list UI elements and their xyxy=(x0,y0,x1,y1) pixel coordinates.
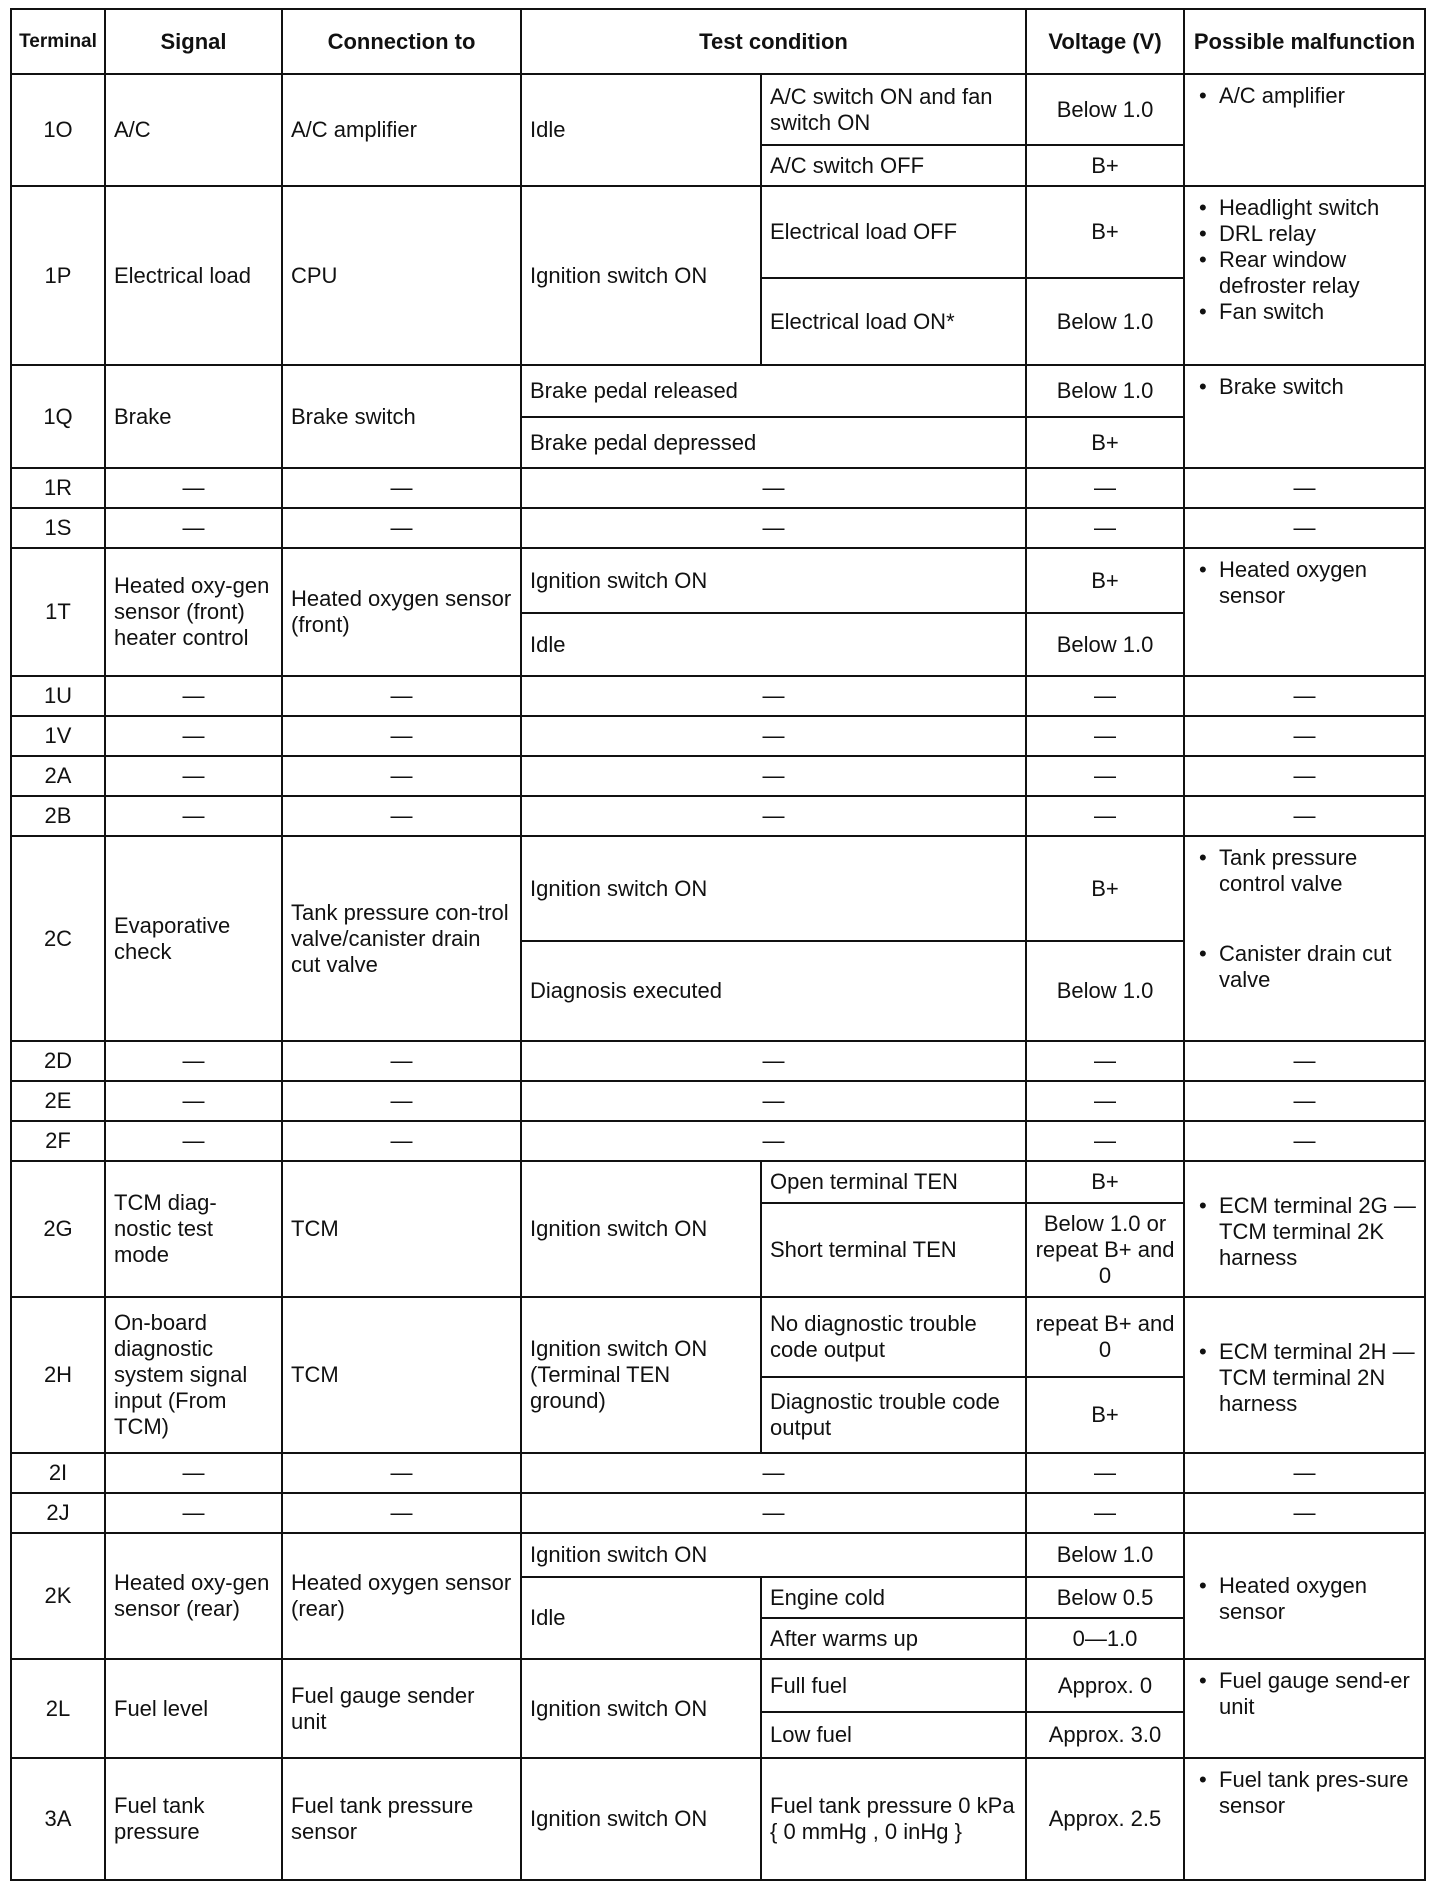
signal-cell: — xyxy=(105,1121,282,1161)
signal-cell: Heated oxy-gen sensor (rear) xyxy=(105,1533,282,1659)
table-row xyxy=(11,1493,1425,1533)
malfunction-cell: — xyxy=(1184,756,1425,796)
malfunction-item: • ECM terminal 2H — TCM terminal 2N harness xyxy=(1219,1339,1416,1417)
connection-cell: — xyxy=(282,796,521,836)
test-condition-cell: — xyxy=(521,1081,1026,1121)
terminal-cell: 1U xyxy=(11,676,105,716)
voltage-cell: B+ xyxy=(1026,1377,1184,1453)
table-row xyxy=(11,1758,1425,1880)
connection-cell: — xyxy=(282,1453,521,1493)
malfunction-list xyxy=(1193,1767,1416,1819)
connection-cell: — xyxy=(282,468,521,508)
table-row xyxy=(11,1659,1425,1712)
malfunction-cell xyxy=(1184,365,1425,468)
signal-cell: — xyxy=(105,468,282,508)
table-row xyxy=(11,468,1425,508)
malfunction-item: • Fan switch xyxy=(1219,299,1416,325)
test-condition-cell: — xyxy=(521,756,1026,796)
malfunction-cell xyxy=(1184,1758,1425,1880)
signal-cell: Electrical load xyxy=(105,186,282,365)
malfunction-item: • ECM terminal 2G — TCM terminal 2K harness xyxy=(1219,1193,1416,1271)
test-condition-detail-cell: Diagnostic trouble code output xyxy=(761,1377,1026,1453)
terminal-cell: 2H xyxy=(11,1297,105,1453)
test-condition-cell: Ignition switch ON xyxy=(521,836,1026,941)
connection-cell: TCM xyxy=(282,1161,521,1297)
header-signal: Signal xyxy=(105,9,282,74)
malfunction-item: • DRL relay xyxy=(1219,221,1416,247)
table-row xyxy=(11,74,1425,145)
connection-cell: Fuel gauge sender unit xyxy=(282,1659,521,1758)
connection-cell: — xyxy=(282,1493,521,1533)
voltage-cell: Approx. 2.5 xyxy=(1026,1758,1184,1880)
header-test-condition: Test condition xyxy=(521,9,1026,74)
test-condition-cell: Ignition switch ON xyxy=(521,1533,1026,1577)
table-row xyxy=(11,1453,1425,1493)
signal-cell: A/C xyxy=(105,74,282,186)
test-condition-cell: — xyxy=(521,1041,1026,1081)
terminal-cell: 1O xyxy=(11,74,105,186)
voltage-cell: repeat B+ and 0 xyxy=(1026,1297,1184,1377)
signal-cell: Evaporative check xyxy=(105,836,282,1041)
test-condition-cell: Ignition switch ON xyxy=(521,1161,761,1297)
malfunction-item: • Fuel gauge send-er unit xyxy=(1219,1668,1416,1720)
terminal-cell: 2K xyxy=(11,1533,105,1659)
malfunction-item: • A/C amplifier xyxy=(1219,83,1416,109)
terminal-voltage-table xyxy=(10,8,1426,1881)
test-condition-cell: Diagnosis executed xyxy=(521,941,1026,1041)
voltage-cell: Below 1.0 xyxy=(1026,941,1184,1041)
table-row xyxy=(11,756,1425,796)
malfunction-cell xyxy=(1184,1533,1425,1659)
terminal-cell: 2C xyxy=(11,836,105,1041)
malfunction-cell: — xyxy=(1184,676,1425,716)
connection-cell: TCM xyxy=(282,1297,521,1453)
test-condition-cell: Idle xyxy=(521,613,1026,676)
signal-cell: — xyxy=(105,1453,282,1493)
malfunction-item: • Canister drain cut valve xyxy=(1219,941,1416,993)
voltage-cell: B+ xyxy=(1026,1161,1184,1203)
connection-cell: Heated oxygen sensor (front) xyxy=(282,548,521,676)
voltage-cell: Below 1.0 xyxy=(1026,74,1184,145)
voltage-cell: Below 1.0 xyxy=(1026,278,1184,365)
malfunction-list xyxy=(1193,1193,1416,1271)
test-condition-cell: — xyxy=(521,1493,1026,1533)
malfunction-item: • Tank pressure control valve xyxy=(1219,845,1416,897)
terminal-cell: 2I xyxy=(11,1453,105,1493)
test-condition-cell: — xyxy=(521,676,1026,716)
signal-cell: On-board diagnostic system signal input (From TCM) xyxy=(105,1297,282,1453)
connection-cell: — xyxy=(282,756,521,796)
malfunction-item: • Rear window defroster relay xyxy=(1219,247,1416,299)
terminal-cell: 1Q xyxy=(11,365,105,468)
voltage-cell: Below 1.0 xyxy=(1026,365,1184,417)
malfunction-cell xyxy=(1184,836,1425,1041)
header-malfunction: Possible malfunction xyxy=(1184,9,1425,74)
malfunction-cell: — xyxy=(1184,1121,1425,1161)
malfunction-cell: — xyxy=(1184,1041,1425,1081)
test-condition-detail-cell: Fuel tank pressure 0 kPa { 0 mmHg , 0 inHg } xyxy=(761,1758,1026,1880)
test-condition-detail-cell: Electrical load ON* xyxy=(761,278,1026,365)
malfunction-item: • Heated oxygen sensor xyxy=(1219,1573,1416,1625)
test-condition-cell: — xyxy=(521,468,1026,508)
table-row xyxy=(11,365,1425,417)
table-row xyxy=(11,716,1425,756)
terminal-cell: 2J xyxy=(11,1493,105,1533)
test-condition-detail-cell: After warms up xyxy=(761,1618,1026,1659)
terminal-cell: 2E xyxy=(11,1081,105,1121)
signal-cell: — xyxy=(105,716,282,756)
voltage-cell: Below 1.0 xyxy=(1026,1533,1184,1577)
malfunction-list xyxy=(1193,195,1416,325)
test-condition-detail-cell: No diagnostic trouble code output xyxy=(761,1297,1026,1377)
table-row xyxy=(11,1161,1425,1203)
test-condition-cell: Brake pedal depressed xyxy=(521,417,1026,468)
connection-cell: — xyxy=(282,1081,521,1121)
voltage-cell: 0—1.0 xyxy=(1026,1618,1184,1659)
connection-cell: CPU xyxy=(282,186,521,365)
malfunction-item: • Brake switch xyxy=(1219,374,1416,400)
table-row xyxy=(11,796,1425,836)
malfunction-cell xyxy=(1184,186,1425,365)
test-condition-cell: — xyxy=(521,1453,1026,1493)
malfunction-list xyxy=(1193,83,1416,109)
test-condition-detail-cell: Open terminal TEN xyxy=(761,1161,1026,1203)
table-row xyxy=(11,1121,1425,1161)
signal-cell: — xyxy=(105,676,282,716)
connection-cell: Brake switch xyxy=(282,365,521,468)
malfunction-cell: — xyxy=(1184,1493,1425,1533)
test-condition-cell: Ignition switch ON xyxy=(521,1659,761,1758)
header-voltage: Voltage (V) xyxy=(1026,9,1184,74)
voltage-cell: Below 0.5 xyxy=(1026,1577,1184,1618)
test-condition-cell: — xyxy=(521,716,1026,756)
header-terminal: Terminal xyxy=(11,9,105,74)
malfunction-item: • Headlight switch xyxy=(1219,195,1416,221)
malfunction-cell: — xyxy=(1184,468,1425,508)
test-condition-cell: Ignition switch ON xyxy=(521,186,761,365)
table-row xyxy=(11,1297,1425,1377)
table-row xyxy=(11,508,1425,548)
connection-cell: A/C amplifier xyxy=(282,74,521,186)
signal-cell: TCM diag-nostic test mode xyxy=(105,1161,282,1297)
test-condition-cell: — xyxy=(521,508,1026,548)
test-condition-cell: Ignition switch ON xyxy=(521,548,1026,613)
terminal-cell: 1T xyxy=(11,548,105,676)
malfunction-item: • Fuel tank pres-sure sensor xyxy=(1219,1767,1416,1819)
malfunction-cell: — xyxy=(1184,716,1425,756)
voltage-cell: — xyxy=(1026,796,1184,836)
terminal-cell: 1S xyxy=(11,508,105,548)
test-condition-cell: Brake pedal released xyxy=(521,365,1026,417)
terminal-cell: 2G xyxy=(11,1161,105,1297)
malfunction-cell xyxy=(1184,1659,1425,1758)
voltage-cell: — xyxy=(1026,756,1184,796)
malfunction-cell xyxy=(1184,74,1425,186)
malfunction-list xyxy=(1193,374,1416,400)
signal-cell: — xyxy=(105,796,282,836)
voltage-cell: Approx. 0 xyxy=(1026,1659,1184,1712)
connection-cell: — xyxy=(282,1041,521,1081)
malfunction-cell: — xyxy=(1184,1081,1425,1121)
terminal-cell: 2D xyxy=(11,1041,105,1081)
voltage-cell: B+ xyxy=(1026,836,1184,941)
terminal-cell: 3A xyxy=(11,1758,105,1880)
terminal-cell: 2A xyxy=(11,756,105,796)
test-condition-detail-cell: A/C switch ON and fan switch ON xyxy=(761,74,1026,145)
malfunction-list xyxy=(1193,845,1416,993)
voltage-cell: — xyxy=(1026,1041,1184,1081)
table-row xyxy=(11,836,1425,941)
malfunction-list xyxy=(1193,1668,1416,1720)
test-condition-detail-cell: Engine cold xyxy=(761,1577,1026,1618)
test-condition-detail-cell: Short terminal TEN xyxy=(761,1203,1026,1297)
voltage-cell: Below 1.0 or repeat B+ and 0 xyxy=(1026,1203,1184,1297)
voltage-cell: — xyxy=(1026,1121,1184,1161)
test-condition-cell: — xyxy=(521,1121,1026,1161)
test-condition-detail-cell: Full fuel xyxy=(761,1659,1026,1712)
table-row xyxy=(11,676,1425,716)
test-condition-detail-cell: Low fuel xyxy=(761,1712,1026,1758)
voltage-cell: — xyxy=(1026,468,1184,508)
connection-cell: — xyxy=(282,508,521,548)
terminal-cell: 2L xyxy=(11,1659,105,1758)
test-condition-cell: Idle xyxy=(521,74,761,186)
malfunction-cell xyxy=(1184,1297,1425,1453)
voltage-cell: — xyxy=(1026,1081,1184,1121)
malfunction-cell: — xyxy=(1184,1453,1425,1493)
malfunction-list xyxy=(1193,1339,1416,1417)
signal-cell: — xyxy=(105,1081,282,1121)
malfunction-item: • Heated oxygen sensor xyxy=(1219,557,1416,609)
test-condition-cell: Idle xyxy=(521,1577,761,1659)
signal-cell: Brake xyxy=(105,365,282,468)
table-row xyxy=(11,1533,1425,1577)
terminal-cell: 2B xyxy=(11,796,105,836)
malfunction-list xyxy=(1193,1573,1416,1625)
test-condition-cell: — xyxy=(521,796,1026,836)
voltage-cell: Below 1.0 xyxy=(1026,613,1184,676)
connection-cell: Fuel tank pressure sensor xyxy=(282,1758,521,1880)
connection-cell: — xyxy=(282,676,521,716)
voltage-cell: — xyxy=(1026,508,1184,548)
signal-cell: Fuel level xyxy=(105,1659,282,1758)
table-row xyxy=(11,1081,1425,1121)
voltage-cell: — xyxy=(1026,676,1184,716)
voltage-cell: B+ xyxy=(1026,548,1184,613)
voltage-cell: — xyxy=(1026,1453,1184,1493)
malfunction-list xyxy=(1193,557,1416,609)
connection-cell: — xyxy=(282,716,521,756)
malfunction-cell xyxy=(1184,548,1425,676)
voltage-cell: B+ xyxy=(1026,186,1184,278)
terminal-cell: 1V xyxy=(11,716,105,756)
test-condition-cell: Ignition switch ON (Terminal TEN ground) xyxy=(521,1297,761,1453)
table-row xyxy=(11,548,1425,613)
signal-cell: — xyxy=(105,1041,282,1081)
test-condition-detail-cell: A/C switch OFF xyxy=(761,145,1026,186)
test-condition-cell: Ignition switch ON xyxy=(521,1758,761,1880)
signal-cell: — xyxy=(105,1493,282,1533)
terminal-cell: 1P xyxy=(11,186,105,365)
signal-cell: — xyxy=(105,756,282,796)
signal-cell: Heated oxy-gen sensor (front) heater control xyxy=(105,548,282,676)
header-row xyxy=(11,9,1425,74)
table-row xyxy=(11,186,1425,278)
voltage-cell: B+ xyxy=(1026,145,1184,186)
table-row xyxy=(11,1041,1425,1081)
signal-cell: — xyxy=(105,508,282,548)
voltage-cell: — xyxy=(1026,1493,1184,1533)
voltage-cell: — xyxy=(1026,716,1184,756)
connection-cell: Tank pressure con-trol valve/canister drain cut valve xyxy=(282,836,521,1041)
malfunction-cell: — xyxy=(1184,508,1425,548)
terminal-cell: 2F xyxy=(11,1121,105,1161)
malfunction-cell xyxy=(1184,1161,1425,1297)
voltage-cell: B+ xyxy=(1026,417,1184,468)
signal-cell: Fuel tank pressure xyxy=(105,1758,282,1880)
voltage-cell: Approx. 3.0 xyxy=(1026,1712,1184,1758)
malfunction-cell: — xyxy=(1184,796,1425,836)
connection-cell: — xyxy=(282,1121,521,1161)
header-connection: Connection to xyxy=(282,9,521,74)
terminal-cell: 1R xyxy=(11,468,105,508)
connection-cell: Heated oxygen sensor (rear) xyxy=(282,1533,521,1659)
test-condition-detail-cell: Electrical load OFF xyxy=(761,186,1026,278)
